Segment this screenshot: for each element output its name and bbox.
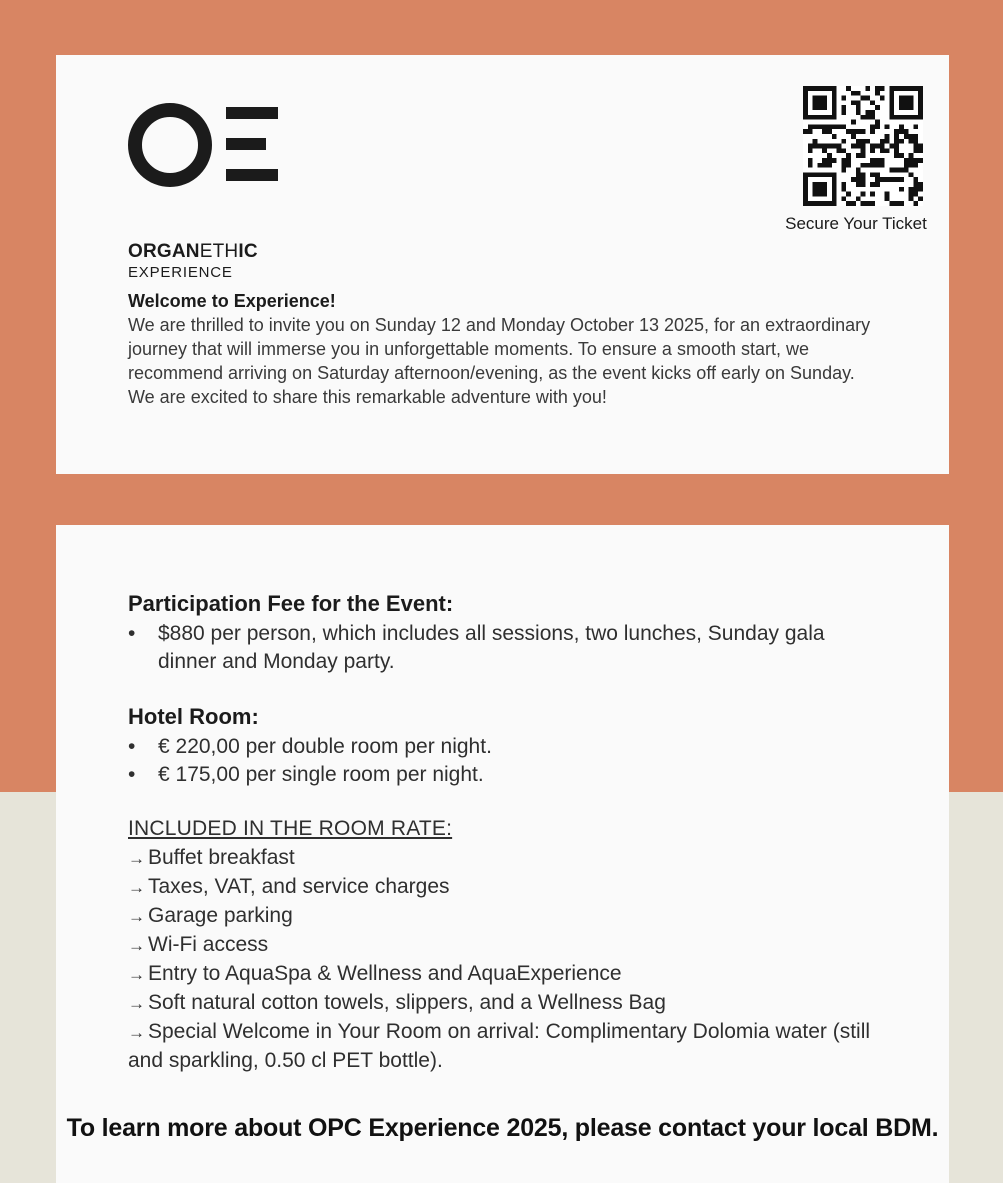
brand-subtitle: EXPERIENCE [128, 264, 233, 281]
logo-e-mark [226, 107, 278, 181]
arrow-icon: → [128, 936, 145, 955]
list-item: → Entry to AquaSpa & Wellness and AquaExperience [128, 962, 622, 985]
contact-note: To learn more about OPC Experience 2025, please contact your local BDM. [66, 1114, 939, 1142]
details-card [56, 525, 949, 1183]
arrow-icon: → [128, 994, 145, 1013]
fee-title: Participation Fee for the Event: [128, 591, 454, 616]
fee-list [128, 620, 888, 676]
arrow-icon: → [128, 878, 145, 897]
list-item: → Garage parking [128, 904, 293, 927]
list-item: → Taxes, VAT, and service charges [128, 875, 450, 898]
included-list [128, 844, 888, 1075]
welcome-text [128, 289, 898, 409]
qr-code-icon[interactable] [803, 86, 923, 206]
logo-o-mark [128, 103, 212, 187]
included-title: INCLUDED IN THE ROOM RATE: [128, 817, 453, 840]
arrow-icon: → [128, 907, 145, 926]
list-item: • € 220,00 per double room per night. [128, 733, 888, 761]
list-item: → Soft natural cotton towels, slippers, and a Wellness Bag [128, 991, 666, 1014]
list-item: → Special Welcome in Your Room on arrival: Complimentary Dolomia water (still and sparkling, 0.50 cl PET bottle). [128, 1020, 871, 1072]
welcome-closing: We are excited to share this remarkable adventure with you! [128, 387, 607, 407]
welcome-title: Welcome to Experience! [128, 291, 336, 311]
arrow-icon: → [128, 965, 145, 984]
hotel-list [128, 733, 888, 789]
hotel-title: Hotel Room: [128, 704, 259, 729]
brand-name: ORGANETHIC [128, 241, 258, 262]
list-item: → Buffet breakfast [128, 846, 295, 869]
list-item: → Wi-Fi access [128, 933, 269, 956]
invitation-card [56, 55, 949, 474]
secure-ticket-label: Secure Your Ticket [785, 214, 927, 233]
welcome-paragraph: We are thrilled to invite you on Sunday 12 and Monday October 13 2025, for an extraordinary journey that will immerse you in unforgettable moments. To ensure a smooth start, we recommend arriving on Saturday afternoon/evening, as the event kicks off early on Sunday. [128, 315, 871, 383]
brand-logo [128, 103, 288, 281]
list-item: • € 175,00 per single room per night. [128, 761, 888, 789]
arrow-icon: → [128, 1023, 145, 1042]
arrow-icon: → [128, 849, 145, 868]
list-item: • $880 per person, which includes all sessions, two lunches, Sunday gala dinner and Monday party. [128, 620, 888, 676]
